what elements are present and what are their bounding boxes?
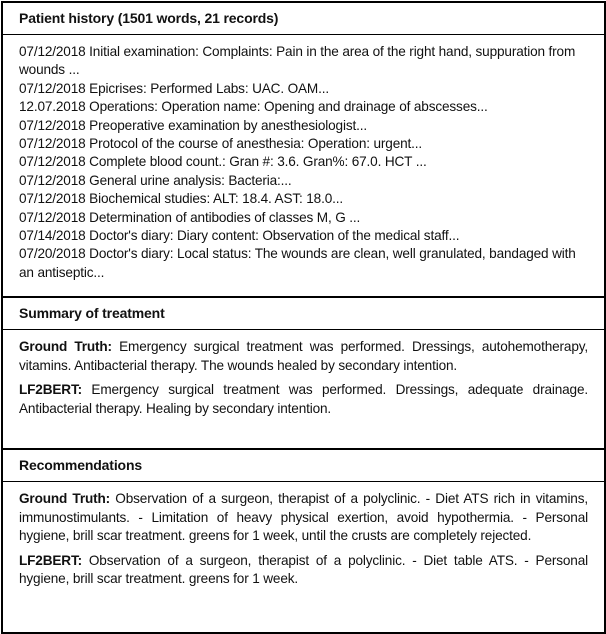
history-record: 12.07.2018 Operations: Operation name: Opening and drainage of abscesses...: [19, 99, 488, 115]
history-record: 07/12/2018 Complete blood count.: Gran #: 3.6. Gran%: 67.0. HCT ...: [19, 154, 427, 170]
history-record: 07/20/2018 Doctor's diary: Local status: The wounds are clean, well granulated, bandaged with an antiseptic...: [19, 246, 576, 280]
ground-truth-label: Ground Truth:: [19, 491, 111, 506]
history-record: 07/12/2018 General urine analysis: Bacteria:...: [19, 172, 292, 188]
summary-body: [3, 330, 604, 448]
history-record: 07/12/2018 Determination of antibodies of classes M, G ...: [19, 209, 361, 225]
lf2bert-text: Observation of a surgeon, therapist of a polyclinic. - Diet table ATS. - Personal hygiene, brill scar treatment. greens for 1 week.: [19, 552, 588, 587]
ground-truth-label: Ground Truth:: [19, 339, 112, 354]
history-record: 07/12/2018 Epicrises: Performed Labs: UAC. OAM...: [19, 80, 329, 96]
history-record: 07/12/2018 Preoperative examination by anesthesiologist...: [19, 117, 367, 133]
summary-lf2bert: [19, 381, 588, 418]
summary-ground-truth: [19, 338, 588, 375]
ground-truth-text: Observation of a surgeon, therapist of a polyclinic. - Diet ATS rich in vitamins, immunostimulants. - Limitation of heavy physical exertion, avoid hypothermia. - Personal hygiene, brill scar treatment. greens for 1 week, until the crusts are completely rejected.: [19, 491, 588, 544]
patient-record-table: [1, 1, 606, 634]
history-record: 07/14/2018 Doctor's diary: Diary content: Observation of the medical staff...: [19, 228, 460, 244]
recommendations-ground-truth: [19, 490, 588, 546]
ground-truth-text: Emergency surgical treatment was performed. Dressings, autohemotherapy, vitamins. Antibacterial therapy. The wounds healed by secondary intention.: [19, 339, 588, 373]
history-record: 07/12/2018 Biochemical studies: ALT: 18.4. AST: 18.0...: [19, 191, 343, 207]
lf2bert-text: Emergency surgical treatment was performed. Dressings, adequate drainage. Antibacterial therapy. Healing by secondary intention.: [19, 382, 588, 416]
history-body: [3, 35, 604, 296]
lf2bert-label: LF2BERT:: [19, 382, 82, 398]
history-header: Patient history (1501 words, 21 records): [3, 3, 604, 35]
lf2bert-label: LF2BERT:: [19, 552, 82, 568]
recommendations-header: Recommendations: [3, 450, 604, 482]
recommendations-body: [3, 482, 604, 601]
summary-header: Summary of treatment: [3, 298, 604, 330]
history-record: 07/12/2018 Initial examination: Complaints: Pain in the area of the right hand, suppuration from wounds ...: [19, 44, 576, 78]
history-record: 07/12/2018 Protocol of the course of anesthesia: Operation: urgent...: [19, 136, 423, 152]
recommendations-lf2bert: [19, 552, 588, 589]
